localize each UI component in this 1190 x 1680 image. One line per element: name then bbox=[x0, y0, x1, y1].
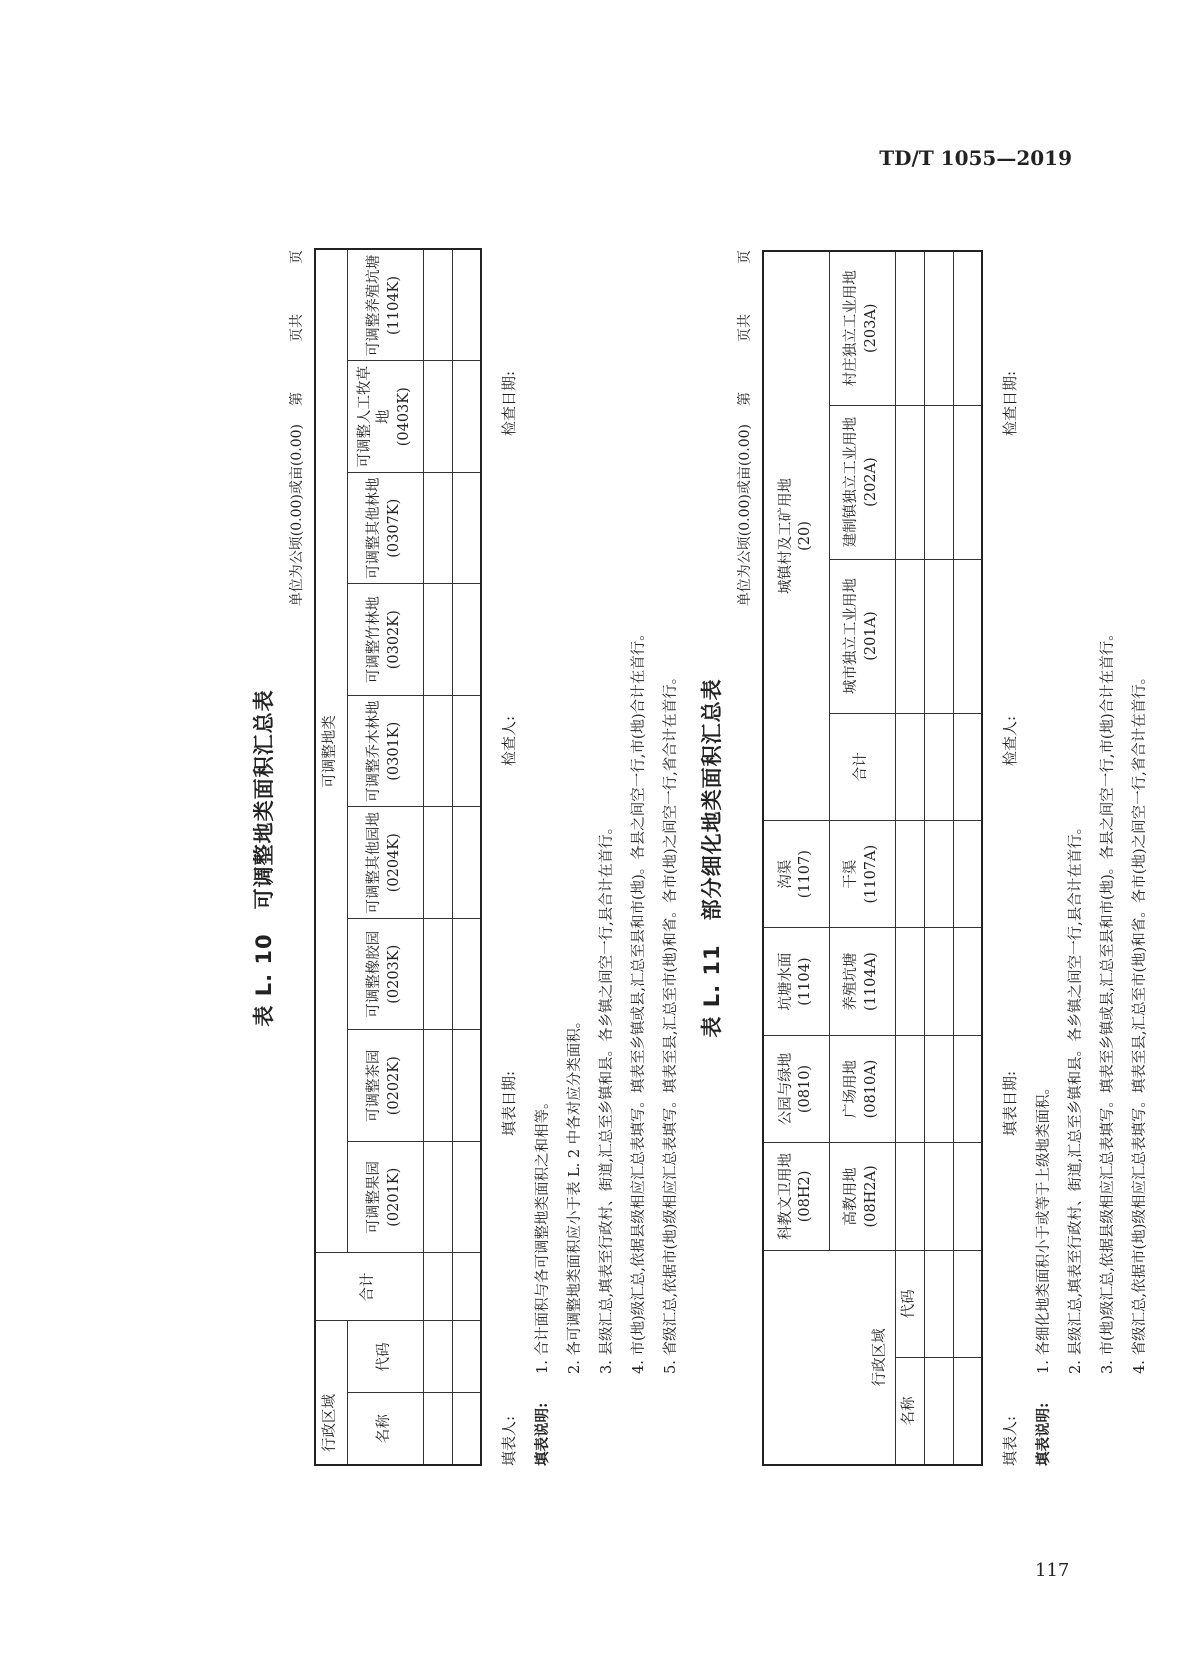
column-code: (0302K) bbox=[386, 610, 402, 670]
column-header bbox=[763, 1035, 829, 1142]
column-code: (08H2) bbox=[797, 1170, 814, 1223]
column-name: 可调整其他园地 bbox=[366, 812, 383, 914]
column-code: (1104K) bbox=[386, 275, 402, 336]
column-header bbox=[763, 820, 829, 927]
table-l10-unit: 单位为公顷(0.00)或亩(0.00) bbox=[289, 424, 305, 607]
column-code: (1107) bbox=[797, 850, 814, 899]
column-name: 村庄独立工业用地 bbox=[843, 270, 860, 387]
column-code: (0201K) bbox=[386, 1167, 402, 1227]
sub-column-header bbox=[829, 1035, 895, 1142]
table-l10-number: 表 L. 10 bbox=[252, 933, 276, 1027]
column-code: (0203K) bbox=[386, 944, 402, 1004]
code-header: 代码 bbox=[895, 1250, 924, 1357]
column-name: 可调整其他林地 bbox=[366, 477, 383, 579]
column-header bbox=[347, 696, 423, 808]
note-item: 4. 省级汇总,依据市(地)级相应汇总表填写。填表至县,汇总至市(地)和省。各市(地)之间空一行,省合计在首行。 bbox=[1132, 669, 1148, 1374]
table-l11-page-di: 第 bbox=[737, 392, 753, 406]
name-header: 名称 bbox=[347, 1393, 423, 1465]
column-code: (0810A) bbox=[863, 1059, 879, 1119]
check-date-label: 检查日期: bbox=[500, 370, 518, 436]
table-row bbox=[924, 251, 953, 1465]
check-date-label: 检查日期: bbox=[1001, 370, 1019, 436]
column-name: 可调整果园 bbox=[366, 1161, 383, 1234]
table-row bbox=[953, 251, 982, 1465]
note-item: 2. 县级汇总,填表至行政村、街道,汇总至乡镇和县。各乡镇之间空一行,县合计在首行。 bbox=[1068, 819, 1084, 1374]
checker-label: 检查人: bbox=[500, 715, 518, 766]
group-column-header bbox=[829, 405, 895, 559]
table-l10-notes bbox=[527, 250, 687, 1466]
column-header bbox=[347, 473, 423, 585]
column-name: 可调整茶园 bbox=[366, 1049, 383, 1122]
table-l10-title bbox=[248, 250, 278, 1466]
column-name: 城市独立工业用地 bbox=[843, 578, 860, 695]
note-item: 1. 各细化地类面积小于或等于上级地类面积。 bbox=[1036, 1080, 1052, 1374]
column-code: (08H2A) bbox=[863, 1165, 879, 1228]
column-header bbox=[347, 1142, 423, 1254]
sub-column-header bbox=[829, 820, 895, 927]
table-l11-page-ye-gong: 页共 bbox=[737, 314, 753, 342]
column-code: (0810) bbox=[797, 1064, 814, 1114]
column-code: (0301K) bbox=[386, 721, 402, 781]
column-header bbox=[347, 361, 423, 473]
group-name: 城镇村及工矿用地 bbox=[777, 477, 794, 594]
table-l10 bbox=[314, 248, 482, 1466]
column-name: 广场用地 bbox=[843, 1060, 860, 1119]
table-row bbox=[452, 249, 481, 1465]
table-l10-page-ye: 页 bbox=[289, 250, 305, 264]
column-header bbox=[763, 1143, 829, 1250]
column-name: 公园与绿地 bbox=[777, 1052, 794, 1126]
group-column-header bbox=[829, 251, 895, 405]
column-name: 科教文卫用地 bbox=[777, 1152, 794, 1240]
column-name: 建制镇独立工业用地 bbox=[843, 416, 860, 548]
table-l11-notes bbox=[1028, 250, 1156, 1466]
column-name: 养殖坑塘 bbox=[843, 952, 860, 1011]
table-l11 bbox=[762, 250, 983, 1466]
sub-column-header bbox=[829, 928, 895, 1035]
table-l10-page-ye-gong: 页共 bbox=[289, 314, 305, 342]
column-code: (202A) bbox=[863, 457, 879, 507]
code-header: 代码 bbox=[347, 1321, 423, 1393]
table-l11-title-text: 部分细化地类面积汇总表 bbox=[700, 678, 724, 921]
column-code: (201A) bbox=[863, 611, 879, 661]
table-l11-sign-line bbox=[999, 250, 1020, 1466]
note-item: 4. 市(地)级汇总,依据县级相应汇总表填写。填表至乡镇或县,汇总至县和市(地)。各县之间空一行,市(地)合计在首行。 bbox=[631, 626, 647, 1374]
filler-label: 填表人: bbox=[500, 1415, 518, 1466]
notes-label: 填表说明: bbox=[1035, 1402, 1052, 1466]
column-name: 坑塘水面 bbox=[777, 952, 794, 1011]
table-l11-unit: 单位为公顷(0.00)或亩(0.00) bbox=[737, 424, 753, 607]
table-l11-unit-line bbox=[734, 250, 754, 1466]
column-header bbox=[347, 249, 423, 361]
table-row bbox=[895, 251, 924, 1465]
column-name: 干渠 bbox=[843, 859, 860, 889]
column-code: (1104) bbox=[797, 957, 814, 1006]
table-l10-title-text: 可调整地类面积汇总表 bbox=[252, 689, 276, 910]
group-code: (20) bbox=[797, 521, 814, 551]
column-name: 高教用地 bbox=[843, 1167, 860, 1226]
checker-label: 检查人: bbox=[1001, 715, 1019, 766]
column-name: 可调整人工牧草地 bbox=[356, 366, 393, 468]
table-l10-sign-line bbox=[498, 250, 519, 1466]
notes-label: 填表说明: bbox=[534, 1402, 551, 1466]
table-l10-unit-line bbox=[286, 250, 306, 1466]
column-name: 可调整竹林地 bbox=[366, 596, 383, 684]
note-item: 1. 合计面积与各可调整地类面积之和相等。 bbox=[535, 1094, 551, 1374]
column-name: 可调整养殖坑塘 bbox=[366, 254, 383, 357]
region-header: 行政区域 bbox=[315, 1321, 347, 1465]
name-header: 名称 bbox=[895, 1358, 924, 1465]
note-item: 2. 各可调整地类面积应小于表 L. 2 中各对应分类面积。 bbox=[567, 1013, 583, 1374]
column-name: 可调整橡胶园 bbox=[366, 930, 383, 1018]
column-code: (1107A) bbox=[863, 844, 879, 904]
column-code: (1104A) bbox=[863, 952, 879, 1011]
column-code: (0307K) bbox=[386, 498, 402, 558]
group-header: 可调整地类 bbox=[315, 249, 347, 1253]
column-header bbox=[347, 584, 423, 696]
note-item: 3. 县级汇总,填表至行政村、街道,汇总至乡镇和县。各乡镇之间空一行,县合计在首行。 bbox=[599, 819, 615, 1374]
table-l10-block bbox=[248, 250, 687, 1466]
table-l11-page-ye: 页 bbox=[737, 250, 753, 264]
column-code: (203A) bbox=[863, 303, 879, 354]
table-row bbox=[423, 249, 452, 1465]
group-column-header bbox=[829, 559, 895, 713]
note-item: 3. 市(地)级汇总,依据县级相应汇总表填写。填表至乡镇或县,汇总至县和市(地)。各县之间空一行,市(地)合计在首行。 bbox=[1100, 626, 1116, 1374]
column-header bbox=[347, 1030, 423, 1142]
filler-label: 填表人: bbox=[1001, 1415, 1019, 1466]
column-code: (0204K) bbox=[386, 833, 402, 893]
table-l11-title bbox=[696, 250, 726, 1466]
fill-date-label: 填表日期: bbox=[500, 1070, 518, 1136]
table-l11-number: 表 L. 11 bbox=[700, 944, 724, 1038]
column-code: (0403K) bbox=[395, 387, 412, 447]
column-header bbox=[763, 928, 829, 1035]
total-header: 合计 bbox=[315, 1253, 423, 1321]
group-header bbox=[763, 251, 829, 820]
column-name: 可调整乔木林地 bbox=[366, 700, 383, 802]
region-header: 行政区域 bbox=[763, 1250, 895, 1465]
table-l10-page-di: 第 bbox=[289, 392, 305, 406]
fill-date-label: 填表日期: bbox=[1001, 1070, 1019, 1136]
standard-number: TD/T 1055—2019 bbox=[879, 146, 1072, 170]
total-header: 合计 bbox=[829, 713, 895, 820]
column-code: (0202K) bbox=[386, 1056, 402, 1116]
column-name: 沟渠 bbox=[777, 859, 794, 889]
table-l11-block bbox=[696, 250, 1156, 1466]
note-item: 5. 省级汇总,依据市(地)级相应汇总表填写。填表至县,汇总至市(地)和省。各市(地)之间空一行,省合计在首行。 bbox=[663, 669, 679, 1374]
page-number: 117 bbox=[1035, 1560, 1070, 1581]
sub-column-header bbox=[829, 1143, 895, 1250]
column-header bbox=[347, 807, 423, 919]
column-header bbox=[347, 919, 423, 1031]
